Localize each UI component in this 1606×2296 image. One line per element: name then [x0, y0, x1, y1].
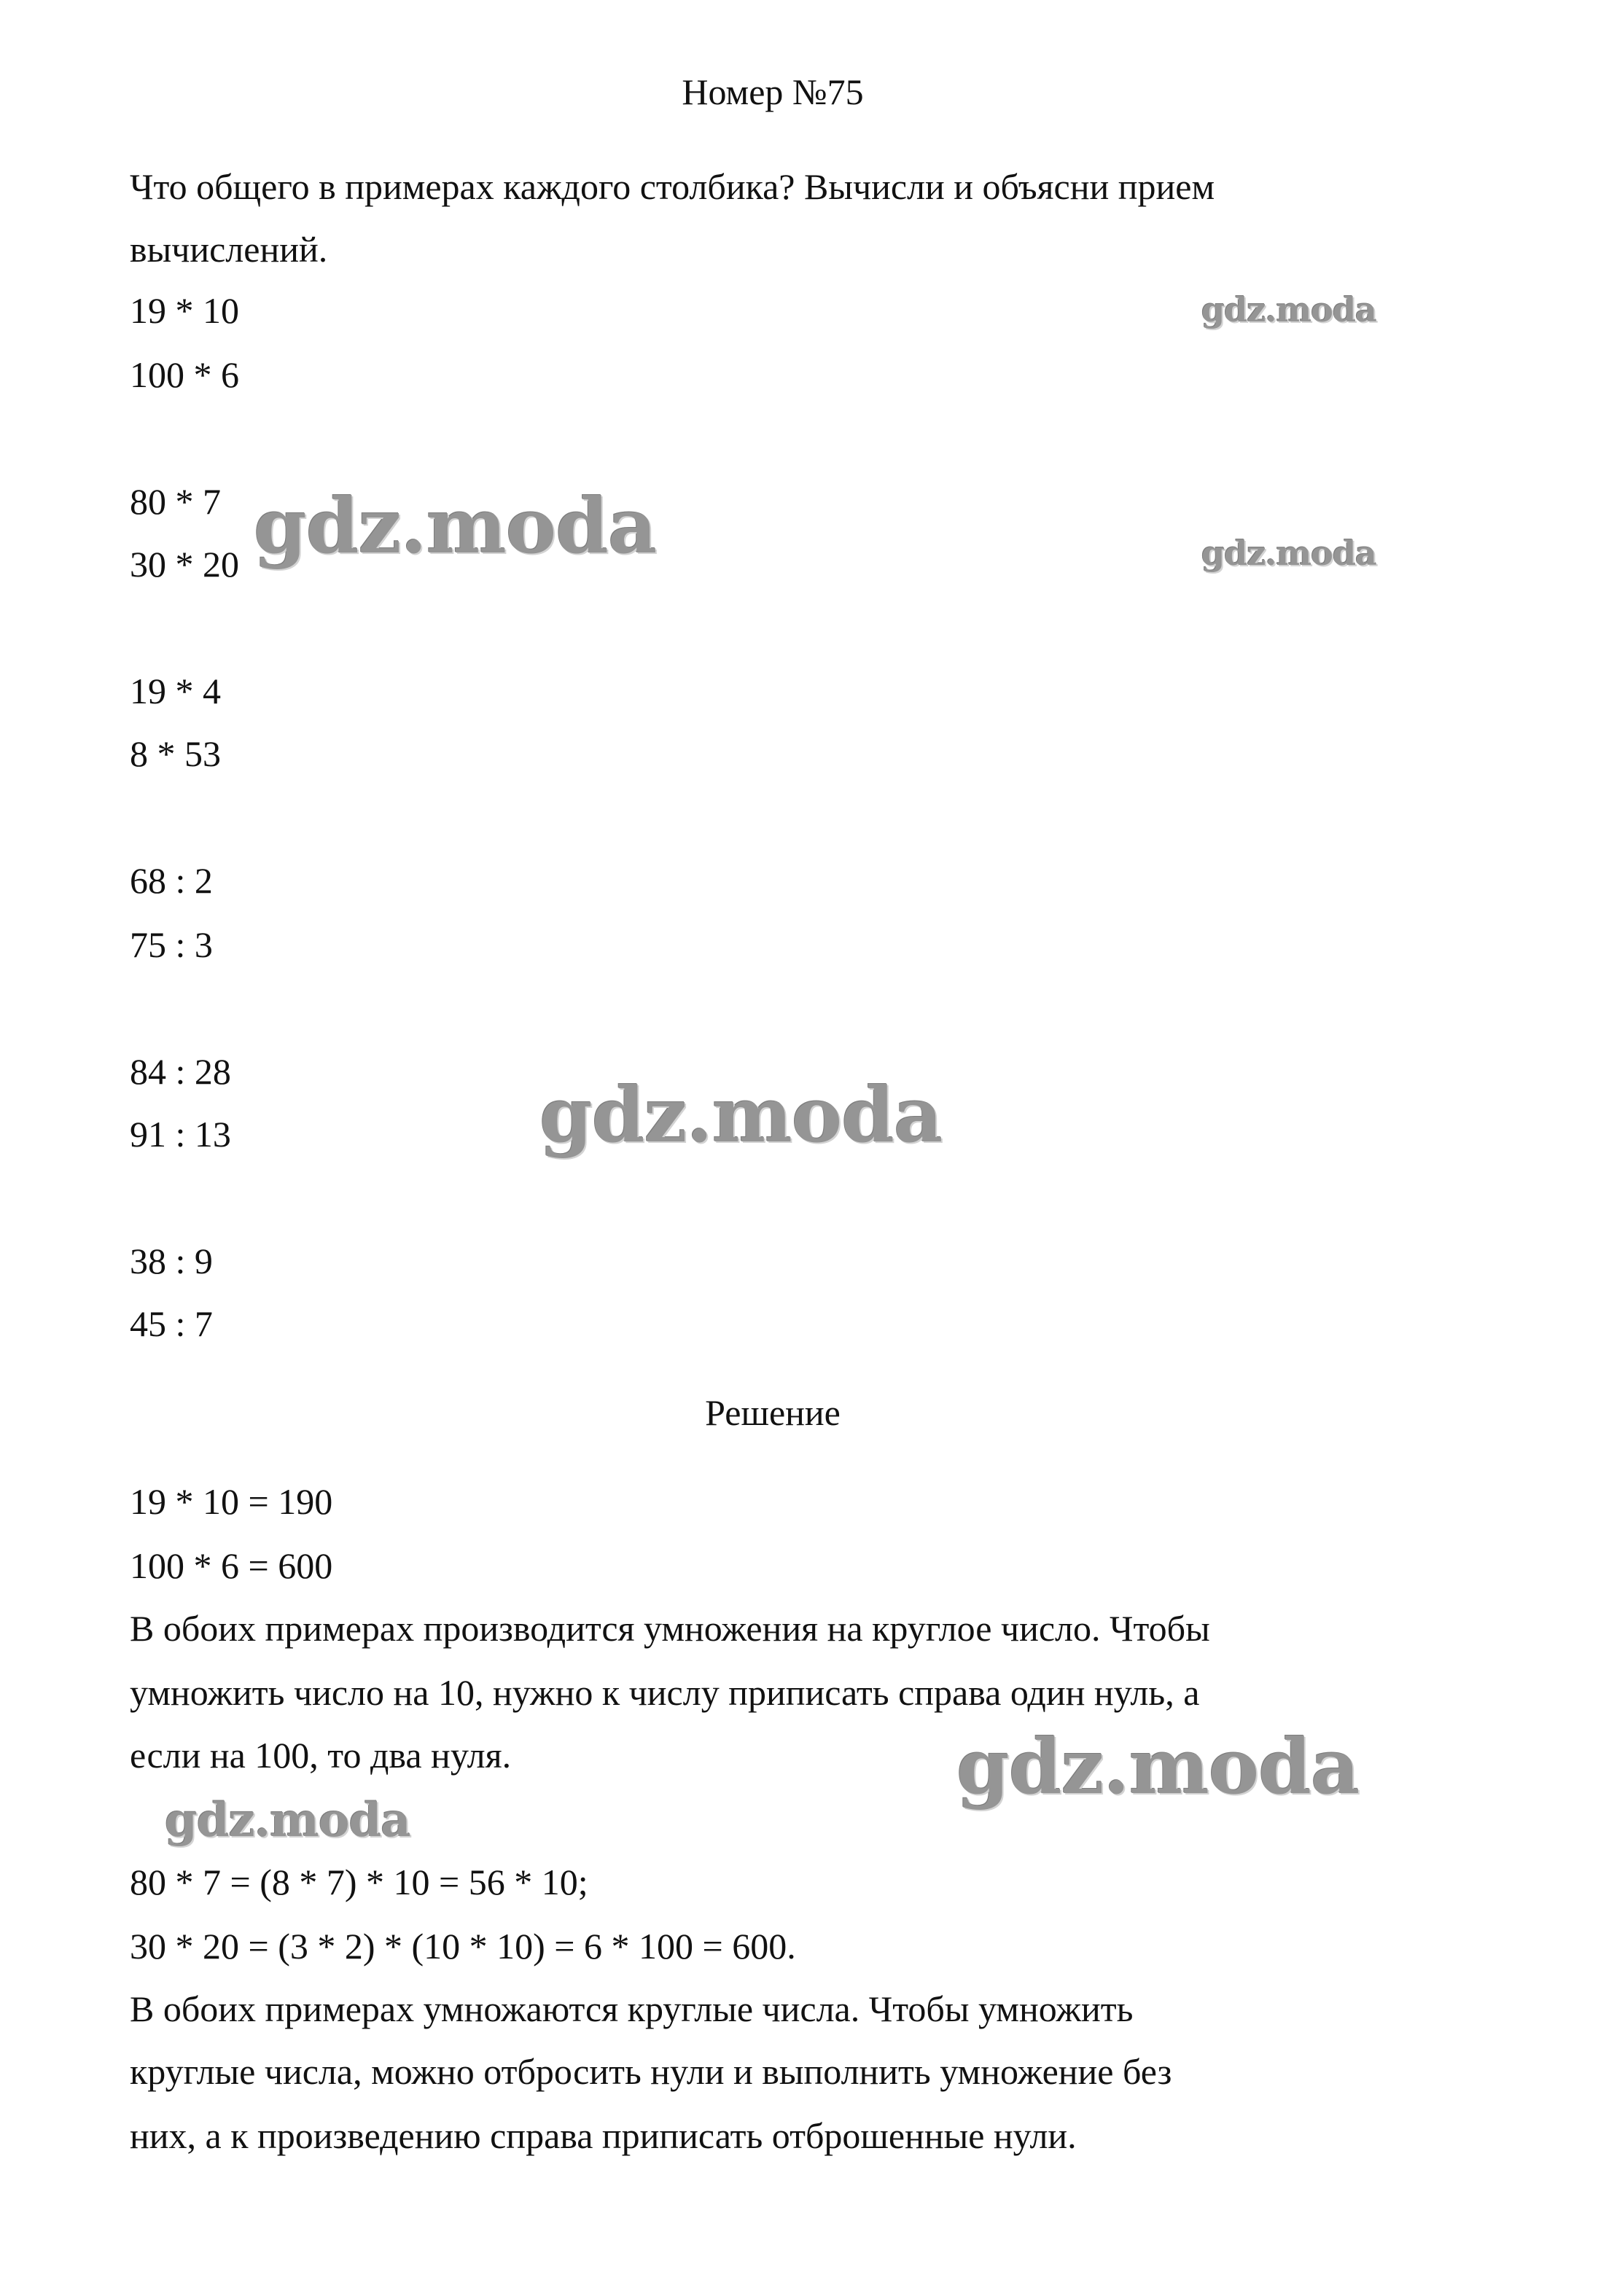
solution-line-10: них, а к произведению справа приписать отброшенные нули.	[130, 2115, 1077, 2156]
example-8: 75 : 3	[130, 924, 213, 965]
solution-line-5: если на 100, то два нуля.	[130, 1735, 512, 1776]
page-title: Номер №75	[682, 71, 864, 112]
watermark-logo: gdz.moda	[1201, 534, 1376, 573]
solution-line-1: 19 * 10 = 190	[130, 1481, 333, 1522]
solution-line-3: В обоих примерах производится умножения на круглое число. Чтобы	[130, 1608, 1210, 1649]
example-3: 80 * 7	[130, 481, 221, 522]
solution-line-7: 30 * 20 = (3 * 2) * (10 * 10) = 6 * 100 = 600.	[130, 1926, 796, 1967]
example-6: 8 * 53	[130, 733, 221, 774]
task-text-line-2: вычислений.	[130, 229, 328, 270]
solution-line-9: круглые числа, можно отбросить нули и выполнить умножение без	[130, 2051, 1172, 2092]
task-text-line-1: Что общего в примерах каждого столбика? Вычисли и объясни прием	[130, 166, 1215, 207]
example-4: 30 * 20	[130, 544, 239, 585]
watermark-logo: gdz.moda	[956, 1722, 1360, 1811]
example-1: 19 * 10	[130, 290, 239, 331]
watermark-logo: gdz.moda	[165, 1793, 410, 1848]
watermark-logo: gdz.moda	[254, 481, 657, 571]
solution-heading: Решение	[705, 1392, 841, 1433]
watermark-logo: gdz.moda	[539, 1070, 943, 1160]
solution-line-4: умножить число на 10, нужно к числу приписать справа один нуль, а	[130, 1672, 1200, 1713]
solution-line-6: 80 * 7 = (8 * 7) * 10 = 56 * 10;	[130, 1862, 588, 1902]
example-9: 84 : 28	[130, 1051, 231, 1092]
example-7: 68 : 2	[130, 860, 213, 901]
solution-line-8: В обоих примерах умножаются круглые числа. Чтобы умножить	[130, 1988, 1134, 2029]
example-2: 100 * 6	[130, 354, 239, 395]
example-11: 38 : 9	[130, 1241, 213, 1281]
example-5: 19 * 4	[130, 671, 221, 711]
solution-line-2: 100 * 6 = 600	[130, 1545, 333, 1586]
watermark-logo: gdz.moda	[1201, 290, 1376, 329]
example-12: 45 : 7	[130, 1303, 213, 1344]
example-10: 91 : 13	[130, 1114, 231, 1155]
